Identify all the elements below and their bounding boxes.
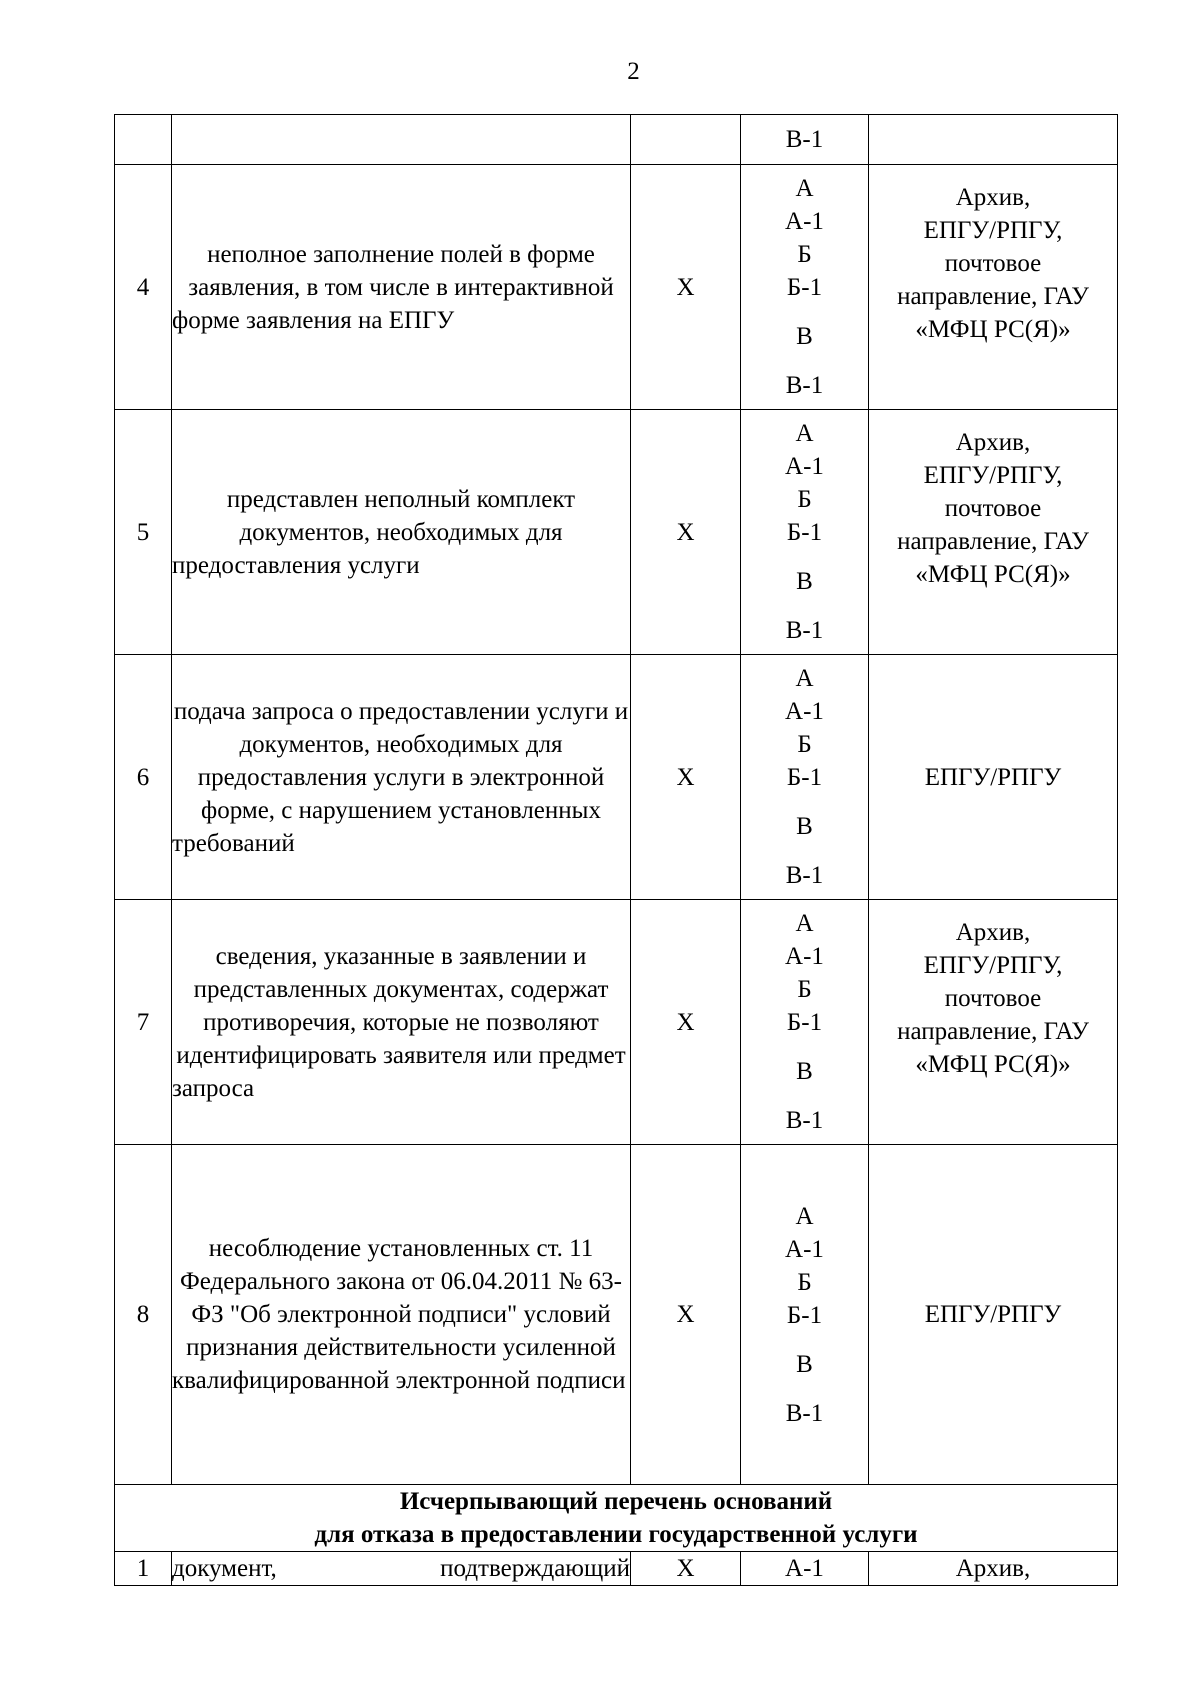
channel-line: почтовое [944, 984, 1042, 1012]
category: Б-1 [786, 764, 823, 791]
category: В-1 [785, 126, 824, 153]
channel-line: «МФЦ РС(Я)» [915, 560, 1071, 588]
category: В-1 [785, 617, 824, 644]
channel-line: почтовое [944, 249, 1042, 277]
row-description: сведения, указанные в заявлении и представленных документах, содержат противоречия, которые не позволяют идентифицировать заявителя или предмет запроса [172, 900, 631, 1145]
row-mark: Х [631, 165, 741, 410]
row-mark: Х [631, 655, 741, 900]
row-description [172, 115, 631, 165]
row-channels [869, 655, 1118, 900]
table-row [115, 900, 1118, 1145]
category: Б [797, 976, 812, 1003]
row-mark: Х [631, 900, 741, 1145]
row-channels [869, 410, 1118, 655]
category: В [796, 568, 813, 595]
category: А-1 [785, 453, 824, 480]
section-header-line: Исчерпывающий перечень оснований [399, 1488, 833, 1515]
category: А-1 [785, 943, 824, 970]
category: В [796, 1058, 813, 1085]
row-description: неполное заполнение полей в форме заявления, в том числе в интерактивной форме заявления на ЕПГУ [172, 165, 631, 410]
row-channels [869, 165, 1118, 410]
table-row [115, 165, 1118, 410]
row-description: подача запроса о предоставлении услуги и документов, необходимых для предоставления услуги в электронной форме, с нарушением установленных требований [172, 655, 631, 900]
category: А [795, 1202, 814, 1230]
category: Б [797, 486, 812, 513]
row-number [115, 115, 172, 165]
category: А [795, 175, 814, 202]
table-row [115, 115, 1118, 165]
category: А-1 [785, 698, 824, 725]
channel-line: направление, ГАУ [897, 527, 1089, 555]
row-number: 4 [115, 165, 172, 410]
row-mark: Х [631, 1145, 741, 1485]
category: А [795, 420, 814, 447]
table-row [115, 410, 1118, 655]
row-number: 1 [115, 1552, 172, 1586]
channel-line: почтовое [944, 494, 1042, 522]
row-mark: Х [631, 1552, 741, 1586]
channel-line: ЕПГУ/РПГУ [924, 1301, 1062, 1328]
category: Б-1 [786, 1301, 823, 1329]
channel-line: Архив, [955, 918, 1031, 946]
channel-line: Архив, [955, 183, 1031, 211]
row-number: 8 [115, 1145, 172, 1485]
table-row [115, 1552, 1118, 1586]
channel-line: «МФЦ РС(Я)» [915, 1050, 1071, 1078]
category: В-1 [785, 1107, 824, 1134]
row-channels [869, 115, 1118, 165]
category: А [795, 910, 814, 937]
category: Б-1 [786, 519, 823, 546]
row-number: 5 [115, 410, 172, 655]
row-categories [741, 1145, 869, 1485]
category: В-1 [785, 1399, 824, 1427]
row-number: 7 [115, 900, 172, 1145]
channel-line: «МФЦ РС(Я)» [915, 315, 1071, 343]
channel-line: направление, ГАУ [897, 282, 1089, 310]
channel-line: ЕПГУ/РПГУ, [923, 216, 1063, 244]
category: В [796, 813, 813, 840]
row-categories: А-1 [741, 1552, 869, 1586]
row-channels [869, 900, 1118, 1145]
category: Б [797, 241, 812, 268]
category: Б [797, 731, 812, 758]
page-number: 2 [627, 58, 640, 85]
row-categories [741, 410, 869, 655]
channel-line: ЕПГУ/РПГУ, [923, 951, 1063, 979]
row-description: документ, подтверждающий [172, 1552, 631, 1586]
category: А [795, 665, 814, 692]
row-channels [869, 1145, 1118, 1485]
row-categories [741, 900, 869, 1145]
row-number: 6 [115, 655, 172, 900]
row-description: представлен неполный комплект документов, необходимых для предоставления услуги [172, 410, 631, 655]
category: В-1 [785, 372, 824, 399]
category: В-1 [785, 862, 824, 889]
category: В [796, 323, 813, 350]
section-header-line: для отказа в предоставлении государственной услуги [314, 1521, 918, 1548]
row-description: несоблюдение установленных ст. 11 Федерального закона от 06.04.2011 № 63-ФЗ "Об электронной подписи" условий признания действительности усиленной квалифицированной электронной подписи [172, 1145, 631, 1485]
category: В [796, 1350, 813, 1378]
channel-line: направление, ГАУ [897, 1017, 1089, 1045]
row-channels: Архив, [869, 1552, 1118, 1586]
row-mark: Х [631, 410, 741, 655]
channel-line: ЕПГУ/РПГУ [924, 763, 1062, 791]
requirements-table [114, 114, 1118, 1586]
category: Б-1 [786, 274, 823, 301]
row-categories [741, 165, 869, 410]
channel-line: ЕПГУ/РПГУ, [923, 461, 1063, 489]
channel-line: Архив, [955, 428, 1031, 456]
row-categories [741, 115, 869, 165]
section-header [115, 1485, 1118, 1552]
category: Б [797, 1268, 812, 1296]
category: Б-1 [786, 1009, 823, 1036]
row-categories [741, 655, 869, 900]
category: А-1 [785, 208, 824, 235]
category: А-1 [785, 1235, 824, 1263]
row-mark [631, 115, 741, 165]
table-row [115, 655, 1118, 900]
section-header-row [115, 1485, 1118, 1552]
table-row [115, 1145, 1118, 1485]
